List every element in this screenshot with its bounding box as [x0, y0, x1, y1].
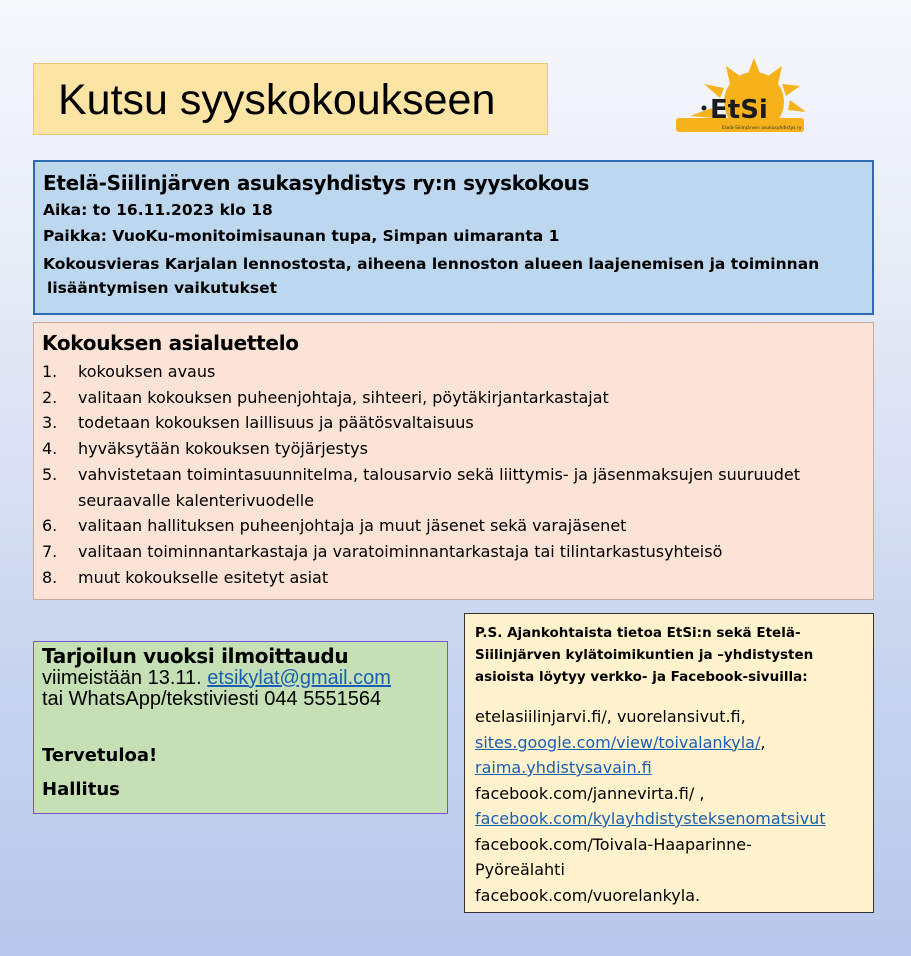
agenda-item: [42, 436, 865, 462]
rsvp-deadline: [42, 668, 439, 689]
ps-link-websites: etelasiilinjarvi.fi/, vuorelansivut.fi,: [475, 707, 746, 726]
ps-link-pyorealahti: Pyöreälahti: [475, 860, 565, 879]
ps-text: P.S. Ajankohtaista tietoa EtSi:n sekä Etelä-Siilinjärven kylätoimikuntien ja –yhdistysten asioista löytyy verkko- ja Facebook-sivuilla:: [475, 625, 814, 685]
logo-text: EtSi: [710, 95, 768, 125]
meeting-time: Aika: to 16.11.2023 klo 18: [43, 201, 273, 219]
rsvp-phone: tai WhatsApp/tekstiviesti 044 5551564: [42, 688, 382, 710]
logo-tagline: Etelä-Siilinjärven asukasyhdistys ry: [722, 126, 802, 131]
agenda-item: [42, 385, 865, 411]
ps-link-toivalankyla[interactable]: sites.google.com/view/toivalankyla/: [475, 732, 761, 752]
agenda-item-text: todetaan kokouksen laillisuus ja päätösvaltaisuus: [78, 413, 474, 433]
agenda-item: [42, 410, 865, 436]
agenda-item: [42, 565, 865, 591]
agenda-item-number: 2.: [42, 387, 58, 407]
rsvp-email-link[interactable]: etsikylat@gmail.com: [207, 667, 391, 689]
meeting-place: Paikka: VuoKu-monitoimisaunan tupa, Simpan uimaranta 1: [43, 227, 560, 245]
rsvp-title: Tarjoilun vuoksi ilmoittaudu: [42, 644, 349, 668]
agenda-item-number: 3.: [42, 413, 58, 433]
agenda-item-text: vahvistetaan toimintasuunnitelma, talousarvio sekä liittymis- ja jäsenmaksujen suuruudet seuraavalle kalenterivuodelle: [78, 464, 801, 510]
ps-link-vuorelankyla: facebook.com/vuorelankyla.: [475, 885, 701, 905]
ps-box: [464, 613, 874, 913]
agenda-item-text: valitaan hallituksen puheenjohtaja ja muut jäsenet sekä varajäsenet: [78, 516, 627, 536]
agenda-item: [42, 539, 865, 565]
agenda-box: [33, 322, 874, 600]
agenda-item-text: kokouksen avaus: [78, 362, 216, 381]
agenda-item-text: muut kokoukselle esitetyt asiat: [78, 567, 329, 587]
meeting-guest: Kokousvieras Karjalan lennostosta, aiheena lennoston alueen laajenemisen ja toiminnan lisääntymisen vaikutukset: [43, 255, 820, 297]
rsvp-signature: Hallitus: [42, 779, 120, 800]
agenda-item-number: 4.: [42, 439, 58, 459]
agenda-item-text: hyväksytään kokouksen työjärjestys: [78, 439, 368, 459]
agenda-item-number: 7.: [42, 541, 58, 561]
meeting-info-box: [33, 160, 874, 315]
ps-link-suffix: ,: [760, 732, 766, 752]
agenda-item-number: 1.: [42, 362, 58, 381]
ps-link-row: [475, 730, 863, 756]
agenda-title: Kokouksen asialuettelo: [42, 331, 299, 355]
agenda-item-number: 5.: [42, 464, 58, 484]
ps-link-toivala-haaparinne: facebook.com/Toivala-Haaparinne-: [475, 834, 752, 854]
agenda-item-number: 8.: [42, 567, 58, 587]
page-title: Kutsu syyskokoukseen: [33, 63, 548, 135]
agenda-item: [42, 513, 865, 539]
agenda-item: [42, 462, 865, 513]
agenda-item-text: valitaan kokouksen puheenjohtaja, sihteeri, pöytäkirjantarkastajat: [78, 387, 609, 407]
rsvp-box: [33, 641, 448, 814]
ps-link-kylayhdistys[interactable]: facebook.com/kylayhdistysteksenomatsivut: [475, 809, 826, 828]
rsvp-welcome: Tervetuloa!: [42, 745, 158, 766]
ps-links: [475, 704, 863, 908]
etsi-logo: [672, 56, 812, 138]
agenda-item-text: valitaan toiminnantarkastaja ja varatoiminnantarkastaja tai tilintarkastusyhteisö: [78, 541, 723, 561]
meeting-title: Etelä-Siilinjärven asukasyhdistys ry:n syyskokous: [43, 171, 590, 195]
agenda-item-number: 6.: [42, 516, 58, 536]
rsvp-deadline-text: viimeistään 13.11.: [42, 667, 208, 689]
ps-link-raima[interactable]: raima.yhdistysavain.fi: [475, 758, 652, 777]
ps-link-jannevirta: facebook.com/jannevirta.fi/ ,: [475, 783, 705, 803]
agenda-item: [42, 359, 865, 385]
agenda-list: [42, 359, 865, 590]
